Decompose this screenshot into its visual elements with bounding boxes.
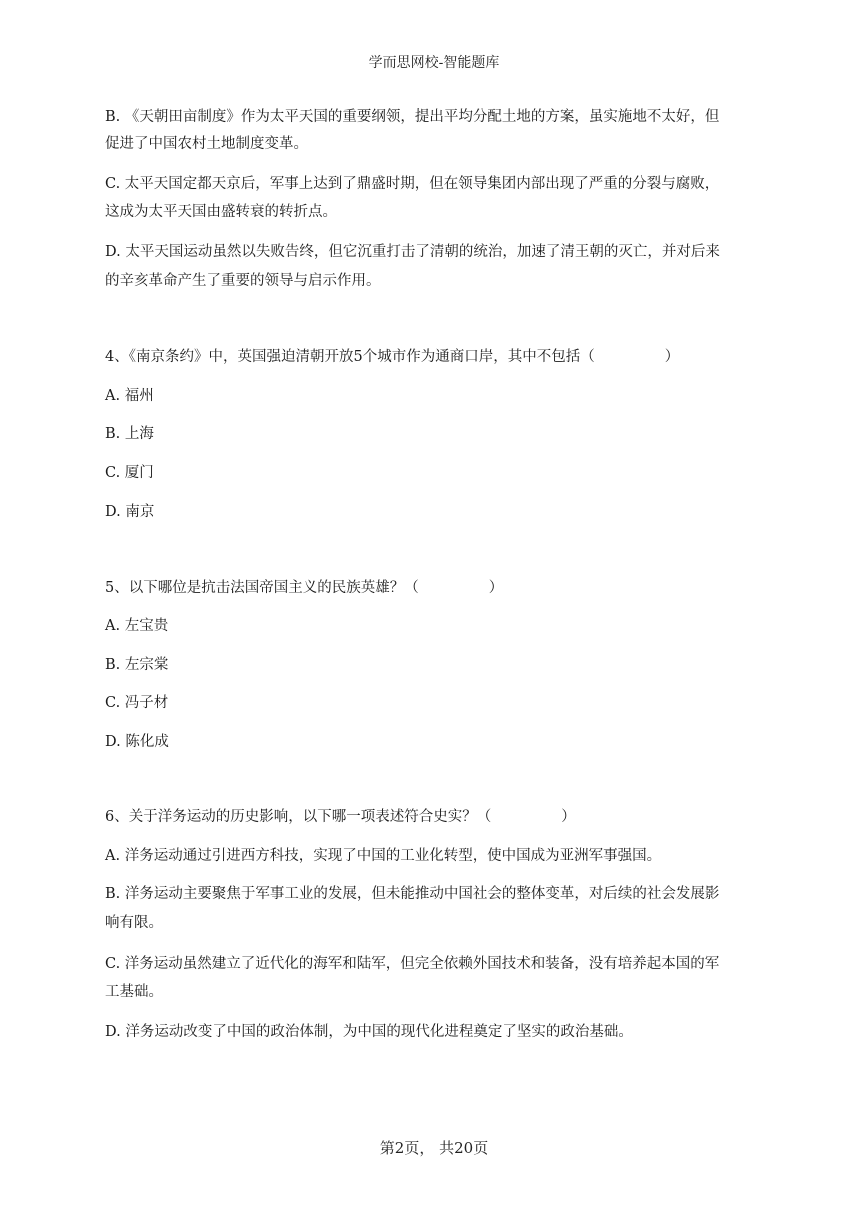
q6-option-b-line1: B. 洋务运动主要聚焦于军事工业的发展，但未能推动中国社会的整体变革，对后续的社会发展影 [105, 886, 720, 902]
q6-option-c-line1: C. 洋务运动虽然建立了近代化的海军和陆军，但完全依赖外国技术和装备，没有培养起本国的军 [105, 956, 720, 972]
q5-stem [105, 578, 765, 598]
q4-stem-end: ） [664, 349, 680, 365]
q6-option-d: D. 洋务运动改变了中国的政治体制，为中国的现代化进程奠定了坚实的政治基础。 [105, 1024, 633, 1040]
q4-option-c: C. 厦门 [105, 465, 154, 481]
q4-stem [105, 347, 765, 367]
q6-option-c-line2: 工基础。 [105, 984, 163, 1000]
q4-option-a: A. 福州 [105, 388, 154, 404]
q3-option-c-line1: C. 太平天国定都天京后，军事上达到了鼎盛时期，但在领导集团内部出现了严重的分裂与腐败， [105, 176, 720, 192]
q5-stem-end: ） [488, 580, 504, 596]
q3-option-b-line1: B. 《天朝田亩制度》作为太平天国的重要纲领，提出平均分配土地的方案，虽实施地不太好，但 [105, 109, 720, 125]
q4-stem-text: 4、《南京条约》中，英国强迫清朝开放5个城市作为通商口岸，其中不包括（ [105, 349, 595, 365]
q6-stem-end: ） [561, 809, 576, 825]
q3-option-c-line2: 这成为太平天国由盛转衰的转折点。 [105, 204, 337, 220]
page-footer: 第2页， 共20页 [379, 1139, 489, 1157]
q6-stem-text: 6、关于洋务运动的历史影响，以下哪一项表述符合史实？（ [105, 809, 492, 825]
q5-stem-text: 5、以下哪位是抗击法国帝国主义的民族英雄？（ [105, 580, 419, 596]
q5-option-c: C. 冯子材 [105, 695, 169, 711]
q4-option-b: B. 上海 [105, 426, 154, 442]
q5-option-a: A. 左宝贵 [105, 618, 169, 634]
q4-option-d: D. 南京 [105, 504, 155, 520]
page-header: 学而思网校-智能题库 [368, 55, 500, 71]
q6-option-a: A. 洋务运动通过引进西方科技，实现了中国的工业化转型，使中国成为亚洲军事强国。 [105, 848, 662, 864]
q6-stem [105, 807, 765, 827]
q3-option-d-line2: 的辛亥革命产生了重要的领导与启示作用。 [105, 273, 381, 289]
q5-option-d: D. 陈化成 [105, 734, 169, 750]
q3-option-b-line2: 促进了中国农村土地制度变革。 [105, 136, 308, 152]
q6-option-b-line2: 响有限。 [105, 915, 163, 931]
q3-option-d-line1: D. 太平天国运动虽然以失败告终，但它沉重打击了清朝的统治，加速了清王朝的灭亡，并对后来 [105, 244, 720, 260]
q5-option-b: B. 左宗棠 [105, 657, 169, 673]
